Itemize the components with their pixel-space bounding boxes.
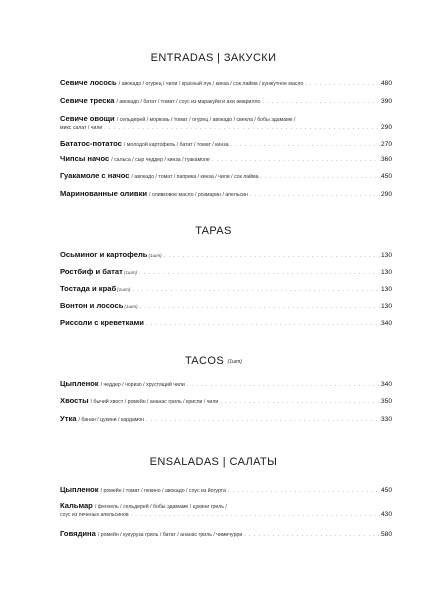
menu-item xyxy=(60,79,392,88)
item-description: / авокадо / томат / паприка / кинза / чили / сок лайма xyxy=(131,174,259,180)
item-description: / бычий хвост / ромейн / ананас гриль / криспи / чили xyxy=(90,399,219,405)
item-price: 270 xyxy=(380,141,392,148)
item-name: Утка xyxy=(60,414,77,423)
item-price: 130 xyxy=(380,252,392,259)
item-portion: (1шт) xyxy=(148,253,162,258)
item-name: Риссоли с креветками xyxy=(60,318,144,327)
item-description-line2: микс салат / чили xyxy=(60,125,103,131)
item-description-line2: соус из печеных апельсинов xyxy=(60,512,129,518)
menu-item xyxy=(60,486,392,495)
dot-leader xyxy=(226,488,381,495)
item-description: / авокадо / огурец / чили / красный лук / кинза / сок лайма / кунжутное масло xyxy=(118,81,304,87)
section-title-tapas: TAPAS xyxy=(195,225,232,237)
menu-item xyxy=(60,502,392,519)
item-description: / банан / цукини / кардамон xyxy=(78,417,145,423)
menu-item xyxy=(60,190,392,199)
item-name: Ростбиф и батат xyxy=(60,267,123,276)
item-description: / ромейн / кукуруза гриль / батат / ананас гриль / чимичурри xyxy=(97,532,243,538)
menu-item xyxy=(60,302,392,311)
dot-leader xyxy=(210,157,381,164)
menu-item xyxy=(60,172,392,181)
item-name: Цыпленок xyxy=(60,379,99,388)
item-name: Гуакамоле с начос xyxy=(60,171,130,180)
item-portion: (1шт) xyxy=(117,287,131,292)
menu-item xyxy=(60,397,392,406)
item-price: 340 xyxy=(380,381,392,388)
item-price: 480 xyxy=(380,80,392,87)
item-price: 450 xyxy=(380,487,392,494)
item-name: Осьминог и картофель xyxy=(60,250,148,259)
dot-leader xyxy=(129,512,381,519)
dot-leader xyxy=(242,532,381,539)
menu-item xyxy=(60,251,392,260)
item-name: Бататос-потатос xyxy=(60,139,122,148)
item-price: 290 xyxy=(380,191,392,198)
menu-item xyxy=(60,155,392,164)
item-name: Севиче лосось xyxy=(60,78,117,87)
item-price: 450 xyxy=(380,173,392,180)
item-price: 130 xyxy=(380,269,392,276)
dot-leader xyxy=(259,174,381,181)
item-description: / авокадо / батат / томат / соус из маракуйи и ахи амарилло xyxy=(116,99,261,105)
item-price: 350 xyxy=(380,398,392,405)
item-name: Севиче треска xyxy=(60,96,115,105)
item-description: / чеддер / чоризо / хрустящий чили xyxy=(100,382,185,388)
item-price: 130 xyxy=(380,286,392,293)
menu-item xyxy=(60,115,392,132)
menu-item xyxy=(60,319,392,328)
item-portion: (1шт) xyxy=(123,270,138,275)
item-portion: (1шт) xyxy=(124,304,138,309)
menu-item xyxy=(60,530,392,539)
item-name: Вонтон и лосось xyxy=(60,301,124,310)
dot-leader xyxy=(260,99,381,106)
item-name: Тостада и краб xyxy=(60,284,117,293)
menu-item xyxy=(60,285,392,294)
item-name: Чипсы начос xyxy=(60,154,110,163)
menu-item xyxy=(60,268,392,277)
menu-item xyxy=(60,140,392,149)
item-description: / сальса / сыр чеддер / кинза / гуакамоле xyxy=(111,157,210,163)
dot-leader xyxy=(102,125,381,132)
item-price: 130 xyxy=(380,303,392,310)
section-title-tacos: TACOS (1шт) xyxy=(185,355,242,367)
dot-leader xyxy=(185,382,381,389)
dot-leader xyxy=(138,304,381,311)
item-price: 430 xyxy=(380,511,392,518)
item-description: / сельдерей / морковь / томат / огурец / авокадо / свекла / бобы эдамаме / xyxy=(116,117,296,123)
section-title-ensaladas: ENSALADAS | САЛАТЫ xyxy=(149,456,278,468)
dot-leader xyxy=(137,270,381,277)
dot-leader xyxy=(144,321,381,328)
item-name: Хвосты xyxy=(60,396,89,405)
item-name: Кальмар xyxy=(60,501,93,510)
dot-leader xyxy=(162,253,381,260)
item-price: 340 xyxy=(380,320,392,327)
item-price: 390 xyxy=(380,98,392,105)
item-description: / оливковое масло / розмарин / апельсин xyxy=(149,192,248,198)
item-price: 360 xyxy=(380,156,392,163)
dot-leader xyxy=(130,287,381,294)
item-price: 330 xyxy=(380,416,392,423)
item-description: / ромейн / томат / пекино / авокадо / соус из йогурта xyxy=(100,488,226,494)
section-title-entradas: ENTRADAS | ЗАКУСКИ xyxy=(150,52,277,64)
item-description: / молодой картофель / батат / томат / кинза xyxy=(123,142,229,148)
item-price: 580 xyxy=(380,531,392,538)
item-name: Маринованные оливки xyxy=(60,189,148,198)
item-name: Говядина xyxy=(60,529,96,538)
dot-leader xyxy=(303,81,381,88)
dot-leader xyxy=(218,399,381,406)
menu-item xyxy=(60,415,392,424)
dot-leader xyxy=(248,192,381,199)
section-title-portion: (1шт) xyxy=(227,359,242,365)
menu-item xyxy=(60,97,392,106)
item-description: / фенхель / сельдерей / бобы эдамаме / цукини гриль / xyxy=(94,504,227,510)
item-price: 290 xyxy=(380,124,392,131)
menu-item xyxy=(60,380,392,389)
dot-leader xyxy=(144,417,381,424)
dot-leader xyxy=(228,142,381,149)
item-name: Цыпленок xyxy=(60,485,99,494)
item-name: Севиче овощи xyxy=(60,114,115,123)
